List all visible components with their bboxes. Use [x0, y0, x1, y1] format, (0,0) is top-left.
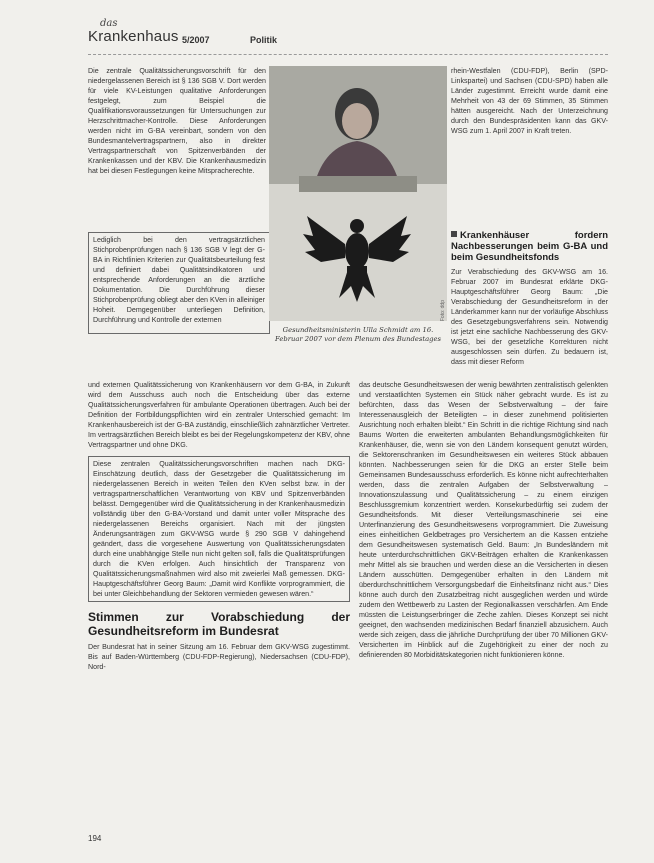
section-label: Politik: [250, 35, 278, 45]
paragraph: das deutsche Gesundheitswesen der wenig bewährten zentralistisch gelenkten und verstaatlichten Systemen ein Stück näher gebracht wurde. Es ist zu befürchten, dass das Wesen der Selbstverwaltung – der faire Interessenausgleich der Beteiligten – in dieser zunehmend politisierten Ausrichtung noch erhalten bleibt.“ Ein Schritt in die richtige Richtung sind nach Baums Worten die erweiterten ambulanten Behandlungsmöglichkeiten für Krankenhäuser, die, wenn sie von den Ländern konsequent genutzt würden, die Sektorenschranken im Gesundheitswesen ein weiteres Stück abbauen könnten. Nachbesserungen seien für die DKG an erster Stelle beim Gemeinsamen Bundesausschuss erforderlich. Es könne nicht aufrechterhalten werden, dass die zentralen Aufgaben der Selbstverwaltung – Innovationszulassung und Qualitätssicherung – zu einem einzigen Beschlussgremium konzentriert werden. Konsekurbedürftig sei zudem der Gesundheitsfonds. Mit dieser Verteilungsmaschinerie sei eine Unterfinanzierung des Gesundheitswesens vorprogrammiert. Die Zuweisung eines einheitlichen Geldbetrages pro Versichertem an die Kassen entziehe dem Gesundheitswesen systematisch Geld. Baum: „In Bundesländern mit heute unterdurchschnittlichen GKV-Beiträgen erhalten die Krankenkassen mehr Mittel als sie brauchen und werden diese an die Versicherten in diesen Ländern ausschütten. Demgegenüber erhalten in den Ländern mit überdurchschnittlichem Versorgungsbedarf die Einheitsfinanz nicht aus.“ Dies könne auch durch den Zusatzbeitrag nicht ausgeglichen werden und würde zudem den Wettbewerb zu Lasten der Regionalkassen verschärfen. Am Ende müssten die Leistungserbringer die Zeche zahlen. Dieses Konzept sei nicht geeignet, den wachsenden medizinischen Bedarf finanziell abzusichern. Auch werde sich zeigen, dass die jährliche Durchprüfung der über 70 Millionen GKV-Versicherten im Hinblick auf die Zugehörigkeit zu einer der noch zu definierenden 80 Morbiditätskategorien nicht funktionieren könne.: [359, 381, 608, 659]
subheading-text: Krankenhäuser fordern Nachbesserungen beim G-BA und beim Gesundheitsfonds: [451, 230, 608, 263]
photo-caption: Gesundheitsministerin Ulla Schmidt am 16. Februar 2007 vor dem Plenum des Bundestages: [275, 326, 441, 343]
right-column-mid: [451, 230, 608, 373]
photo-image: [269, 66, 447, 321]
paragraph: Lediglich bei den vertragsärztlichen Stichprobenprüfungen nach § 136 SGB V legt der G-BA in Richtlinien Kriterien zur Qualitätsbeurteilung fest und definiert dabei Qualitätsindikatoren und entsprechende Anforderungen an die ärztliche Dokumentation. Die Durchführung dieser Stichprobenprüfung obliegt aber den KVen in alleiniger Hoheit. Demgegenüber unterliegen Definition, Durchführung und Kontrolle der externen: [93, 236, 265, 324]
section-heading: Stimmen zur Vorabschiedung der Gesundheitsreform im Bundesrat: [88, 610, 350, 638]
paragraph: Der Bundesrat hat in seiner Sitzung am 16. Februar dem GKV-WSG zugestimmt. Bis auf Baden-Württemberg (CDU-FDP-Regierung), Niedersachsen (CDU-FDP), Nord-: [88, 643, 350, 671]
paragraph: Zur Verabschiedung des GKV-WSG am 16. Februar 2007 im Bundesrat erklärte DKG-Hauptgeschäftsführer Georg Baum: „Die Verabschiedung der Gesundheitsreform in der Länderkammer kann nur der vorläufige Abschluss des Gesetzgebungsverfahrens sein. Notwendig ist jetzt eine sachliche Nachbesserung des GKV-WSG, bei der gesetzliche Korrekturen nicht ausgeschlossen sein dürfen. Zu bedauern ist, dass mit dieser Reform: [451, 268, 608, 366]
page-number: 194: [88, 834, 102, 843]
issue-number: 5/2007: [182, 35, 210, 45]
page-header: [88, 18, 608, 60]
subheading: [451, 230, 608, 263]
left-column-boxed: [88, 232, 270, 334]
wide-left-column: [88, 380, 350, 678]
logo-prefix: das: [100, 18, 118, 29]
boxed-paragraph: Diese zentralen Qualitätssicherungsvorschriften machen nach DKG-Einschätzung deutlich, dass der Gesetzgeber die Qualitätssicherung im niedergelassenen Bereich in weiten Teilen den KVen selbst bzw. in der vertragspartnerschaftlichen Verantwortung von KBV und Spitzenverbänden belässt. Demgegenüber wird die Qualitätssicherung in der Krankenhausmedizin vollständig über den G-BA-Vorstand und damit unter voller Mitsprache des niedergelassenen Bereichs organisiert. Nach mit der jüngsten Änderungsanträgen zum GKV-WSG wurde § 290 SGB V dahingehend geändert, dass die vorgesehene Auswertung von Qualitätssicherungsdaten durch eine unabhängige Stelle nun nicht gelten soll, falls die Qualitätsprüfungen durch die KVen erfolgen. Auch hinsichtlich der Transparenz von Qualitätssicherungsmaßnahmen wird also mit zweierlei Maß gemessen. DKG-Hauptgeschäftsführer Georg Baum: „Damit wird Konflikte vorprogrammiert, die bei unter Gleichbehandlung der Sektoren vermieden gewesen wären.“: [88, 456, 350, 602]
paragraph: und externen Qualitätssicherung von Krankenhäusern vor dem G-BA, in Zukunft wird dem Ausschuss auch noch die Entscheidung über das externe Qualitätssicherungsverfahren für ambulante Operationen übertragen. Auch bei der Definition der Fortbildungspflichten wird ein zentraler Unterschied gemacht: Im Krankenhausbereich ist der G-BA zuständig, einschließlich zahnärztlicher Vertreter. Im vertragsärztlichen Bereich bleibt es bei der Regelungskompetenz der KBV, ohne Vertragspartner und ohne DKG.: [88, 381, 350, 449]
wide-right-column: [359, 380, 608, 666]
left-column-top: [88, 66, 266, 182]
paragraph: Die zentrale Qualitätssicherungsvorschrift für den niedergelassenen Bereich ist § 136 SGB V. Dort werden für viele KV-Leistungen qualitative Anforderungen festgelegt, zum Beispiel die Qualifikationsvoraussetzungen für Untersuchungen zur Herzschrittmacher-Kontrolle. Diese Anforderungen werden nicht im G-BA vereinbart, sondern von den Bundesmantelvertragspartnern, also in direkter Vertragspartnerschaft von Spitzenverbänden der Krankenkassen und der KBV. Die Krankenhausmedizin hat bei diesen Festlegungen keine Mitspracherechte.: [88, 67, 266, 175]
header-divider: [88, 54, 608, 55]
paragraph: rhein-Westfalen (CDU-FDP), Berlin (SPD-Linkspartei) und Sachsen (CDU-SPD) haben alle Länder zugestimmt. Erreicht wurde damit eine Mehrheit von 43 der 69 Stimmen, 35 Stimmen hätten ausgereicht. Nach der Unterzeichnung durch den Bundespräsidenten kann das GKV-WSG zum 1. April 2007 in Kraft treten.: [451, 67, 608, 135]
photo-credit: Foto: ddp: [440, 300, 446, 322]
magazine-logo: Krankenhaus: [88, 28, 179, 45]
photo-ulla-schmidt: [269, 66, 447, 321]
right-column-top: [451, 66, 608, 142]
square-bullet-icon: [451, 231, 457, 237]
